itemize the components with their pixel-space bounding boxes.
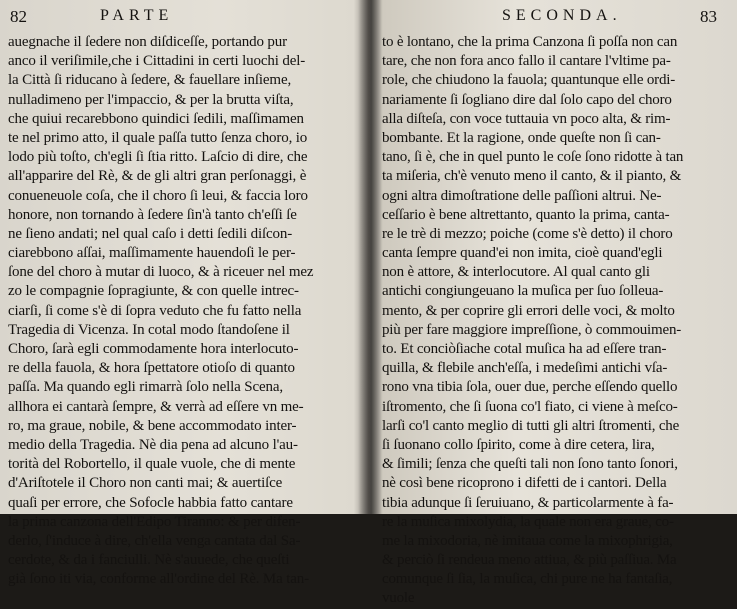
text-line: honore, non tornando à ſedere ſin'à tanto ch'eſſi ſe bbox=[8, 206, 297, 223]
text-line: bombante. Et la ragione, onde queſte non ſi can- bbox=[382, 129, 661, 146]
text-line: ſone del choro à mutar di luoco, & à riceuer nel mez bbox=[8, 264, 314, 281]
left-page-header bbox=[8, 5, 360, 33]
text-line: rono vna tibia ſola, ouer due, perche eſſendo quello bbox=[382, 379, 678, 396]
text-line: allhora ei cantarà ſempre, & verrà ad eſſere vn me- bbox=[8, 398, 304, 415]
text-line: nulladimeno per l'impaccio, & per la brutta viſta, bbox=[8, 91, 294, 108]
text-line: che quiui recarebbono quindici ſedili, maſſimamen bbox=[8, 110, 304, 127]
text-line: iſtromento, che ſi ſuona co'l fiato, ci viene à meſco- bbox=[382, 398, 678, 415]
text-line: derlo, ſ'induce à dire, ch'ella venga cantata dal Sa- bbox=[8, 532, 301, 549]
text-line: ceſſario è bene altrettanto, quanto la prima, canta- bbox=[382, 206, 670, 223]
text-line: re della fauola, & hora ſpettatore otioſo di quanto bbox=[8, 360, 295, 377]
text-line: alla diſteſa, con voce tuttauia vn poco alta, & rim- bbox=[382, 110, 671, 127]
text-line: to. Et conciòſiache cotal muſica ha ad eſſere tran- bbox=[382, 341, 667, 357]
text-line: torità del Robortello, il quale vuole, che di mente bbox=[8, 456, 296, 473]
text-line: canta ſempre quand'ei non imita, cioè quand'egli bbox=[382, 245, 663, 262]
text-line: nè così bene ricoprono i difetti de i cantori. Della bbox=[382, 475, 667, 492]
text-line: ta miſeria, ch'è venuto meno il canto, & il pianto, & bbox=[382, 168, 682, 185]
right-page-header bbox=[382, 5, 729, 33]
text-line: & ſimili; ſenza che queſti tali non ſono tanto ſonori, bbox=[382, 456, 678, 473]
text-line: ne ſieno andati; nel qual caſo i detti ſedili diſcon- bbox=[8, 225, 293, 242]
text-line: ciarebbono aſſai, maſſimamente hauendoſi le per- bbox=[8, 245, 296, 262]
text-line: antichi congiungeuano la muſica per ſuo ſolleua- bbox=[382, 283, 664, 300]
text-line: role, che chiudono la fauola; quantunque elle ordi- bbox=[382, 72, 676, 89]
text-line: vuole bbox=[382, 590, 415, 607]
text-line: to è lontano, che la prima Canzona ſi poſſa non can bbox=[382, 34, 678, 50]
text-line: quilla, & flebile anch'eſſa, i medeſimi antichi vſa- bbox=[382, 360, 668, 377]
text-line: Tragedia di Vicenza. In cotal modo ſtandoſene il bbox=[8, 321, 290, 338]
text-line: lodo più toſto, ch'egli ſi ſtia ritto. Laſcio di dire, che bbox=[8, 149, 308, 166]
text-line: non è attore, & interlocutore. Al qual canto gli bbox=[382, 264, 650, 281]
text-line: tibia adunque ſi ſeruiuano, & particolarmente à fa- bbox=[382, 494, 674, 511]
text-line: ogni altra dimoſtratione delle paſſioni altrui. Ne- bbox=[382, 187, 662, 204]
text-line: zo le compagnie ſopragiunte, & con quelle intrec- bbox=[8, 283, 299, 300]
left-page-number: 82 bbox=[10, 7, 27, 26]
text-line: la Città ſi riducano à ſedere, & fauellare inſieme, bbox=[8, 72, 292, 89]
text-line: nariamente ſi ſogliano dire dal ſolo capo del choro bbox=[382, 91, 672, 108]
text-line: tare, che non fora anco fallo il cantare l'vltime pa- bbox=[382, 53, 671, 70]
text-line: più per fare maggiore impreſſione, ò commouimen- bbox=[382, 321, 682, 338]
text-line: me la mixodoria, nè imitaua come la mixophrigia, bbox=[382, 532, 673, 549]
text-line: medio della Tragedia. Nè dia pena ad alcuno l'au- bbox=[8, 436, 298, 453]
text-line: re la muſica mixolydia, la quale non era graue, co- bbox=[382, 513, 674, 530]
text-line: ciarſi, ſi come s'è di ſopra veduto che fu fatto nella bbox=[8, 302, 302, 319]
left-page-body bbox=[8, 33, 360, 589]
left-page bbox=[0, 0, 366, 588]
text-line: tano, ſi è, che in quel punto le coſe ſono ridotte à tan bbox=[382, 149, 684, 166]
right-page-body bbox=[382, 33, 729, 609]
text-line: cerdote, & da i fanciulli. Nè s'auuede, che queſti bbox=[8, 552, 290, 569]
text-line: re le trè di mezzo; poiche (come s'è detto) il choro bbox=[382, 225, 673, 242]
right-page bbox=[366, 0, 737, 607]
right-page-number: 83 bbox=[700, 7, 717, 26]
text-line: te nel primo atto, il quale paſſa tutto ſenza choro, io bbox=[8, 129, 308, 146]
text-line: & perciò ſi rendeua meno attiua, & più paſſiua. Ma bbox=[382, 552, 677, 569]
text-line: comunque ſi ſia, la muſica, chi pure ne ha fantaſia, bbox=[382, 571, 673, 588]
text-line: mento, & per coprire gli errori delle voci, & molto bbox=[382, 302, 675, 319]
text-line: anco il veriſimile,che i Cittadini in certi luochi del- bbox=[8, 53, 306, 70]
text-line: larſi co'l canto meglio di tutti gli altri ſtromenti, che bbox=[382, 417, 680, 434]
text-line: ro, ma graue, nobile, & bene accommodato inter- bbox=[8, 417, 297, 434]
text-line: Choro, ſarà egli commodamente hora interlocuto- bbox=[8, 341, 299, 357]
text-line: paſſa. Ma quando egli rimarrà ſolo nella Scena, bbox=[8, 379, 283, 396]
text-line: auegnache il ſedere non diſdiceſſe, portando pur bbox=[8, 34, 287, 50]
text-line: già ſono iti via, conforme all'ordine del Rè. Ma tan- bbox=[8, 571, 309, 588]
right-running-head: SECONDA. bbox=[502, 7, 622, 24]
text-line: conueneuole coſa, che il choro ſi leui, & faccia loro bbox=[8, 187, 308, 204]
text-line: ſi ſuonano collo ſpirito, come à dire cetera, lira, bbox=[382, 436, 655, 453]
left-running-head: PARTE bbox=[100, 7, 174, 24]
text-line: quaſi per errore, che Sofocle habbia fatto cantare bbox=[8, 494, 293, 511]
text-line: la prima canzona dell'Edipo Tiranno: & per difen- bbox=[8, 513, 301, 530]
text-line: d'Ariſtotele il Choro non canti mai; & auertiſce bbox=[8, 475, 283, 492]
text-line: all'apparire del Rè, & de gli altri gran perſonaggi, è bbox=[8, 168, 307, 185]
